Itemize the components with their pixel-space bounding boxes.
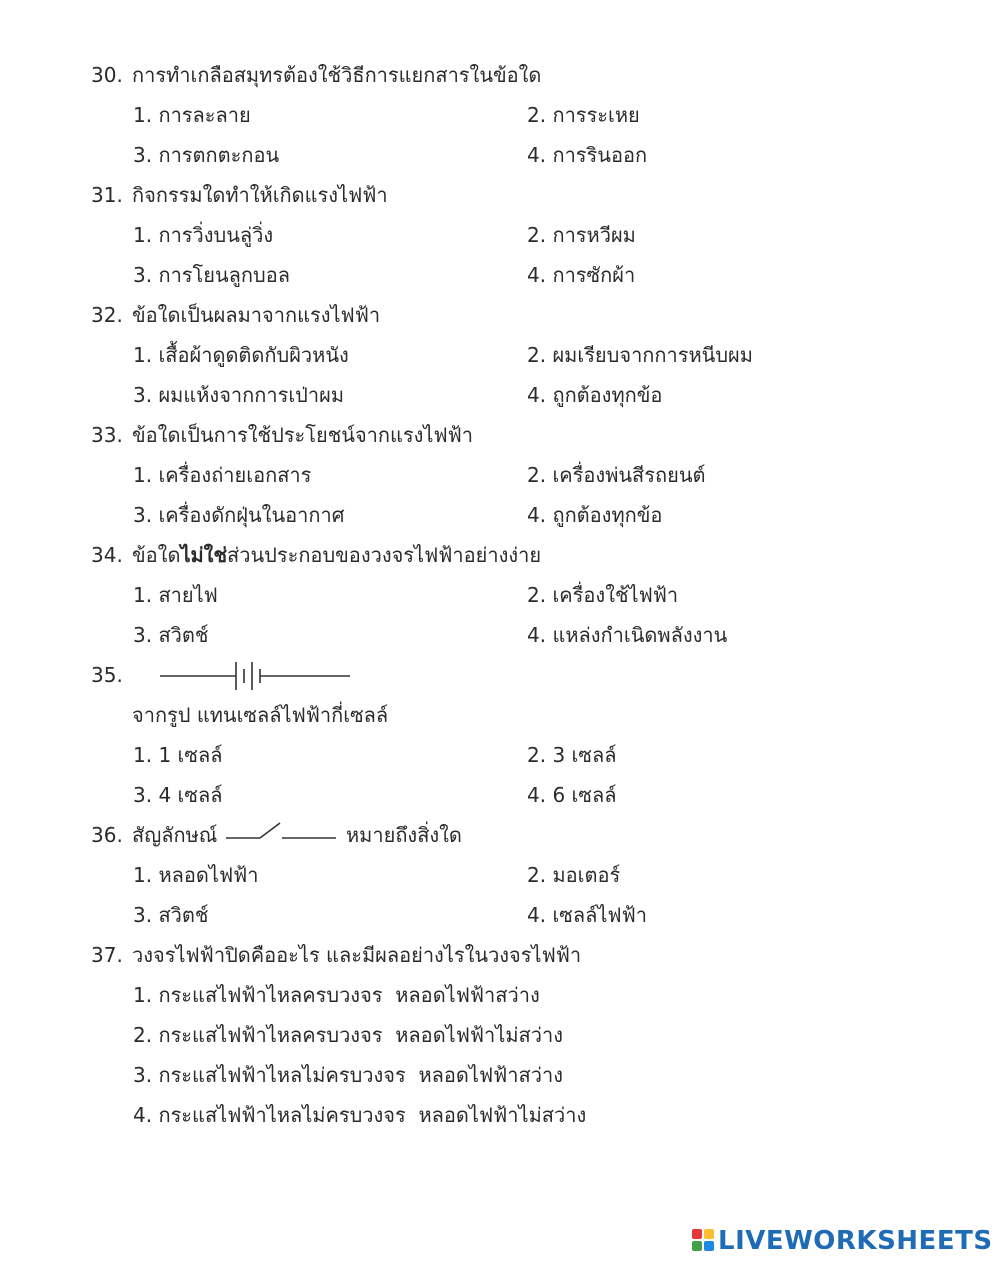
question-33-option-1[interactable]: 1. เครื่องถ่ายเอกสาร [133, 463, 312, 487]
question-37-option-3[interactable]: 3. กระแสไฟฟ้าไหลไม่ครบวงจร หลอดไฟฟ้าสว่าง [133, 1063, 563, 1087]
question-35-option-3[interactable]: 3. 4 เซลล์ [133, 783, 223, 807]
question-33-number: 33. [91, 423, 123, 447]
question-36-number: 36. [91, 823, 123, 847]
question-36-option-3[interactable]: 3. สวิตช์ [133, 903, 209, 927]
question-30-number: 30. [91, 63, 123, 87]
question-36-option-1[interactable]: 1. หลอดไฟฟ้า [133, 863, 259, 887]
question-31-option-4[interactable]: 4. การซักผ้า [527, 263, 636, 287]
question-30-option-2[interactable]: 2. การระเหย [527, 103, 640, 127]
question-37-text: วงจรไฟฟ้าปิดคืออะไร และมีผลอย่างไรในวงจรไฟฟ้า [132, 943, 582, 967]
question-32-number: 32. [91, 303, 123, 327]
question-31-option-2[interactable]: 2. การหวีผม [527, 223, 636, 247]
question-35-option-2[interactable]: 2. 3 เซลล์ [527, 743, 617, 767]
question-37-number: 37. [91, 943, 123, 967]
liveworksheets-logo-text: LIVEWORKSHEETS [718, 1226, 993, 1256]
question-36-option-2[interactable]: 2. มอเตอร์ [527, 863, 621, 887]
liveworksheets-logo-icon [692, 1229, 714, 1253]
question-30-option-3[interactable]: 3. การตกตะกอน [133, 143, 280, 167]
liveworksheets-logo[interactable] [692, 1222, 992, 1262]
switch-symbol [226, 818, 338, 848]
question-30-option-1[interactable]: 1. การละลาย [133, 103, 251, 127]
question-33-option-4[interactable]: 4. ถูกต้องทุกข้อ [527, 503, 663, 527]
question-34-option-4[interactable]: 4. แหล่งกำเนิดพลังงาน [527, 623, 728, 647]
question-33-text: ข้อใดเป็นการใช้ประโยชน์จากแรงไฟฟ้า [132, 423, 474, 447]
question-30-text: การทำเกลือสมุทรต้องใช้วิธีการแยกสารในข้อใด [132, 63, 542, 87]
question-35-text: จากรูป แทนเซลล์ไฟฟ้ากี่เซลล์ [132, 703, 389, 727]
question-35-number: 35. [91, 663, 123, 687]
question-35-option-4[interactable]: 4. 6 เซลล์ [527, 783, 617, 807]
question-32-option-2[interactable]: 2. ผมเรียบจากการหนีบผม [527, 343, 753, 367]
question-37-option-2[interactable]: 2. กระแสไฟฟ้าไหลครบวงจร หลอดไฟฟ้าไม่สว่าง [133, 1023, 563, 1047]
question-35-option-1[interactable]: 1. 1 เซลล์ [133, 743, 223, 767]
question-34-number: 34. [91, 543, 123, 567]
battery-cells-symbol [160, 658, 352, 694]
question-31-option-3[interactable]: 3. การโยนลูกบอล [133, 263, 290, 287]
question-33-option-2[interactable]: 2. เครื่องพ่นสีรถยนต์ [527, 463, 706, 487]
question-37-option-1[interactable]: 1. กระแสไฟฟ้าไหลครบวงจร หลอดไฟฟ้าสว่าง [133, 983, 540, 1007]
question-32-text: ข้อใดเป็นผลมาจากแรงไฟฟ้า [132, 303, 381, 327]
question-32-option-4[interactable]: 4. ถูกต้องทุกข้อ [527, 383, 663, 407]
question-33-option-3[interactable]: 3. เครื่องดักฝุ่นในอากาศ [133, 503, 345, 527]
question-36-text-after: หมายถึงสิ่งใด [346, 823, 462, 847]
question-34-option-1[interactable]: 1. สายไฟ [133, 583, 218, 607]
question-32-option-1[interactable]: 1. เสื้อผ้าดูดติดกับผิวหนัง [133, 343, 349, 367]
question-34-text: ข้อใดไม่ใช่ส่วนประกอบของวงจรไฟฟ้าอย่างง่าย [132, 543, 542, 567]
question-34-emphasis: ไม่ใช่ [180, 543, 228, 567]
question-36-text-before: สัญลักษณ์ [132, 823, 218, 847]
question-36-option-4[interactable]: 4. เซลล์ไฟฟ้า [527, 903, 647, 927]
question-37-option-4[interactable]: 4. กระแสไฟฟ้าไหลไม่ครบวงจร หลอดไฟฟ้าไม่สว่าง [133, 1103, 587, 1127]
question-30-option-4[interactable]: 4. การรินออก [527, 143, 648, 167]
question-31-number: 31. [91, 183, 123, 207]
question-31-text: กิจกรรมใดทำให้เกิดแรงไฟฟ้า [132, 183, 388, 207]
question-34-option-3[interactable]: 3. สวิตช์ [133, 623, 209, 647]
question-32-option-3[interactable]: 3. ผมแห้งจากการเป่าผม [133, 383, 344, 407]
question-31-option-1[interactable]: 1. การวิ่งบนลู่วิ่ง [133, 223, 274, 247]
question-34-option-2[interactable]: 2. เครื่องใช้ไฟฟ้า [527, 583, 679, 607]
